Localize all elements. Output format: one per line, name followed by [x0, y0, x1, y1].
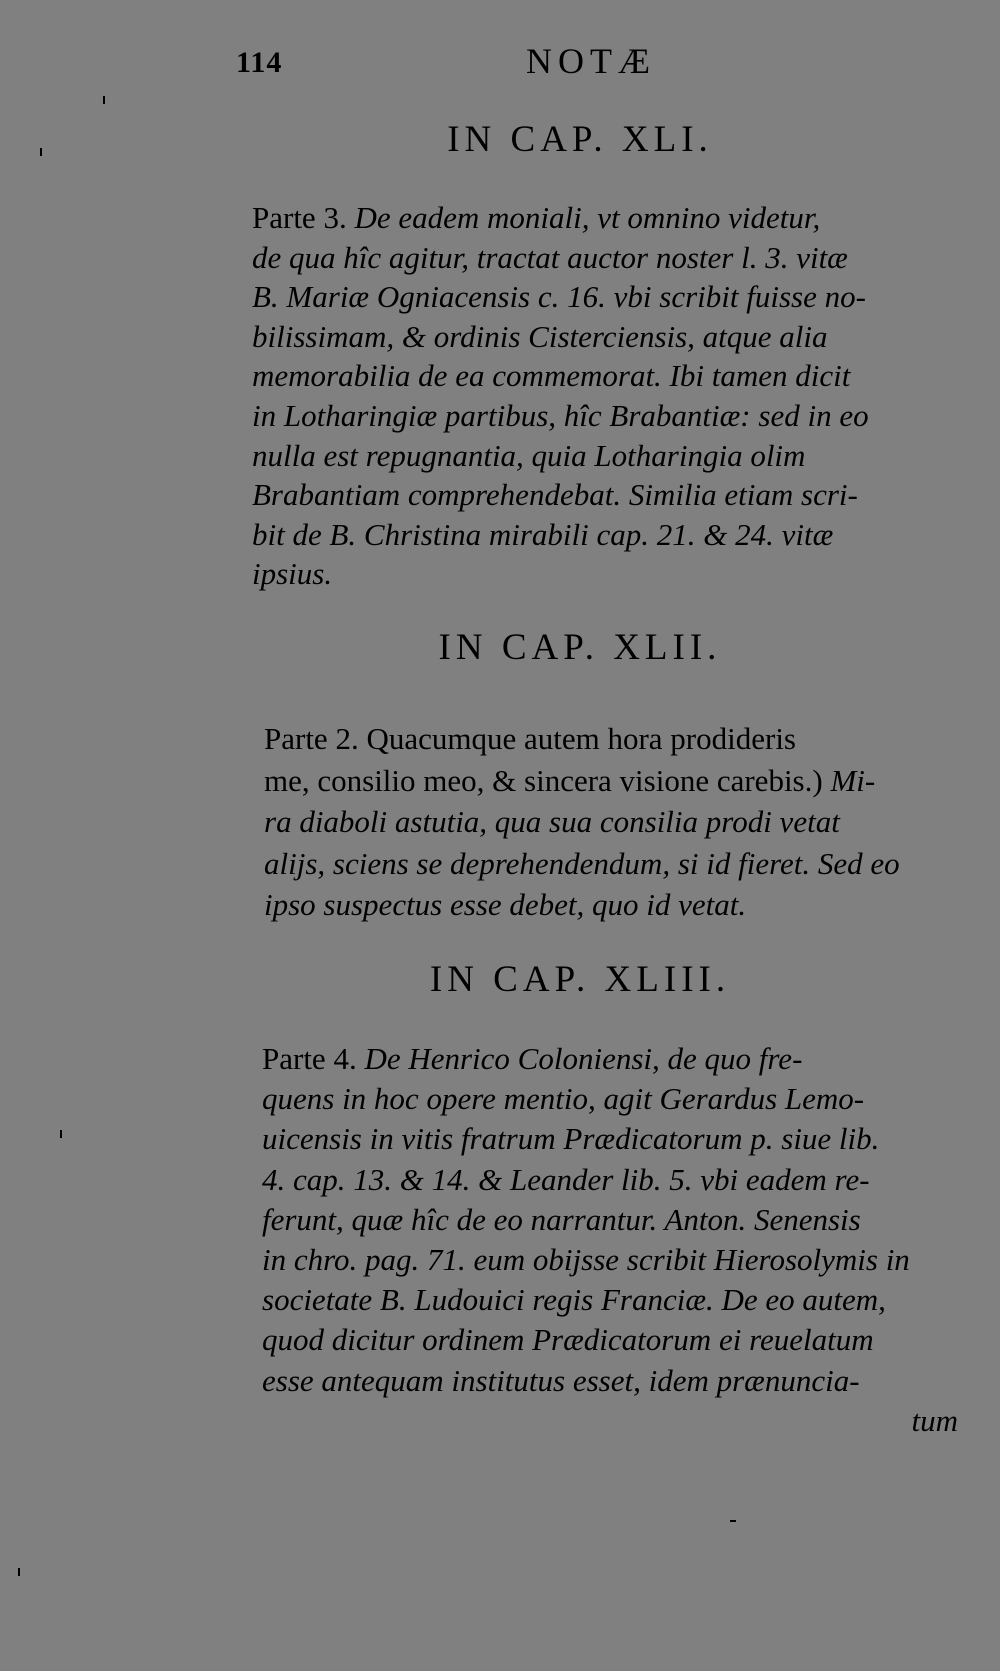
chapter-heading-xli: IN CAP. XLI.	[447, 119, 713, 160]
text-segment: Parte 3.	[252, 200, 355, 235]
page-number: 114	[236, 46, 283, 79]
text-line	[252, 317, 952, 357]
scan-speck	[103, 96, 105, 104]
text-segment: in Lotharingiæ partibus, hîc Brabantiæ: sed in eo	[252, 397, 869, 433]
text-segment: memorabilia de ea commemorat. Ibi tamen dicit	[252, 358, 851, 394]
scan-speck	[18, 1568, 20, 1576]
text-segment: Parte 2. Quacumque autem hora prodideris	[264, 721, 796, 756]
text-segment: 4. cap. 13. & 14. & Leander lib. 5. vbi eadem re-	[262, 1161, 870, 1197]
text-segment: Parte 4.	[262, 1041, 365, 1076]
text-line	[264, 843, 964, 885]
text-segment: ferunt, quæ hîc de eo narrantur. Anton. Senensis	[262, 1201, 861, 1237]
text-line	[252, 396, 952, 436]
text-segment: ipsius.	[252, 556, 333, 592]
text-segment: ipso suspectus esse debet, quo id vetat.	[264, 887, 747, 922]
catchword: tum	[911, 1403, 958, 1438]
text-line	[264, 718, 964, 760]
note-paragraph-xlii	[264, 718, 964, 926]
text-line	[262, 1320, 962, 1360]
scan-speck	[60, 1130, 62, 1138]
note-paragraph-xli	[252, 198, 952, 594]
text-line	[264, 801, 964, 843]
text-line	[262, 1361, 962, 1401]
text-segment: B. Mariæ Ogniacensis c. 16. vbi scribit fuisse no-	[252, 279, 866, 315]
text-segment: societate B. Ludouici regis Franciæ. De eo autem,	[262, 1282, 886, 1318]
text-line	[262, 1280, 962, 1320]
text-line	[252, 356, 952, 396]
text-segment: de qua hîc agitur, tractat auctor noster l. 3. vitæ	[252, 239, 848, 275]
text-segment: in chro. pag. 71. eum obijsse scribit Hierosolymis in	[262, 1241, 910, 1277]
text-segment: Mi-	[830, 762, 876, 798]
text-segment: bilissimam, & ordinis Cisterciensis, atque alia	[252, 318, 828, 354]
text-segment: quod dicitur ordinem Prædicatorum ei reuelatum	[262, 1322, 874, 1358]
text-line	[252, 198, 952, 238]
text-line	[252, 554, 952, 594]
text-line	[252, 436, 952, 476]
text-segment: esse antequam institutus esset, idem prænuncia-	[262, 1362, 860, 1398]
text-line	[264, 760, 964, 802]
page-header	[236, 40, 916, 80]
text-segment: me, consilio meo, & sincera visione carebis.)	[264, 762, 831, 798]
text-segment: Brabantiam comprehendebat. Similia etiam scri-	[252, 477, 858, 513]
text-segment: uicensis in vitis fratrum Prædicatorum p. siue lib.	[262, 1121, 880, 1157]
chapter-heading-xlii: IN CAP. XLII.	[438, 627, 722, 668]
text-line	[264, 884, 964, 926]
text-line	[262, 1200, 962, 1240]
note-paragraph-xliii	[262, 1039, 962, 1401]
text-line	[262, 1240, 962, 1280]
text-line	[262, 1079, 962, 1119]
text-segment: De eadem moniali, vt omnino videtur,	[354, 200, 821, 235]
text-segment: De Henrico Coloniensi, de quo fre-	[364, 1041, 803, 1076]
text-segment: ra diaboli astutia, qua sua consilia prodi vetat	[264, 804, 840, 839]
text-segment: quens in hoc opere mentio, agit Gerardus Lemo-	[262, 1081, 865, 1117]
text-line	[262, 1160, 962, 1200]
text-segment: bit de B. Christina mirabili cap. 21. & 24. vitæ	[252, 516, 834, 552]
text-line	[262, 1119, 962, 1159]
scan-speck	[730, 1520, 736, 1522]
chapter-heading-xliii: IN CAP. XLIII.	[429, 959, 731, 1000]
text-line	[252, 515, 952, 555]
text-line	[252, 475, 952, 515]
text-segment: nulla est repugnantia, quia Lotharingia olim	[252, 437, 806, 473]
text-line	[262, 1039, 962, 1079]
text-line	[252, 238, 952, 278]
running-head: NOTÆ	[526, 41, 656, 81]
scan-speck	[40, 148, 42, 156]
text-line	[252, 277, 952, 317]
text-segment: alijs, sciens se deprehendendum, si id fieret. Sed eo	[264, 845, 900, 881]
catchword-container	[262, 1401, 958, 1441]
